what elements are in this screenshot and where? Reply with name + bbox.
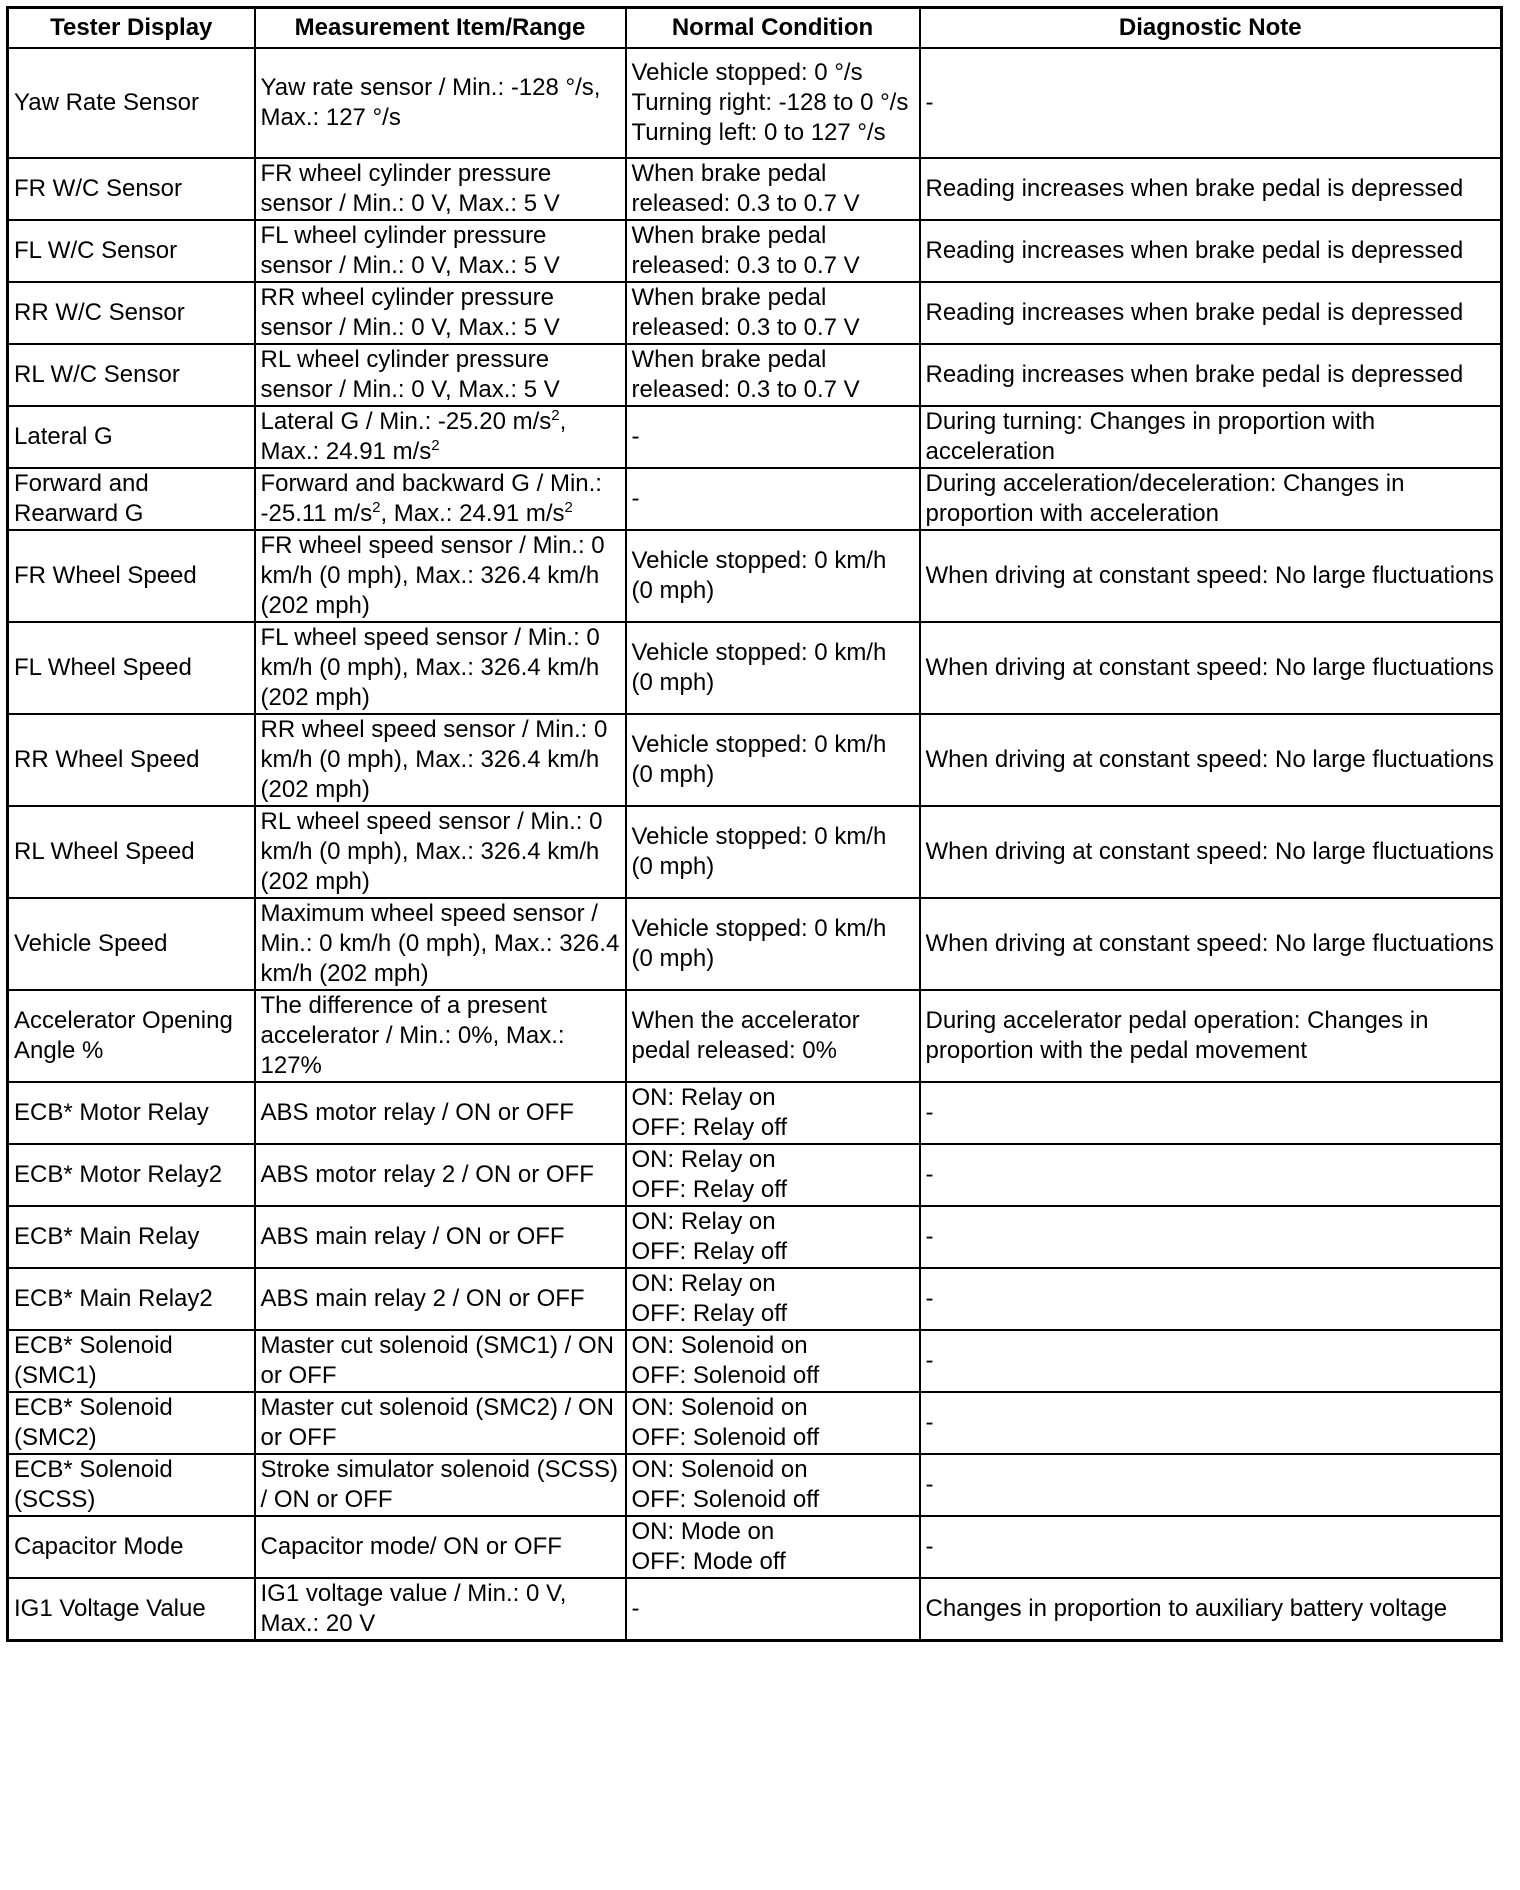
cell-text: Reading increases when brake pedal is depressed (925, 360, 1464, 388)
cell-text: ECB* Solenoid (SMC1) (14, 1331, 173, 1389)
measurement-item-cell (255, 406, 626, 468)
table-row (8, 1516, 1502, 1578)
cell-text: FR Wheel Speed (14, 561, 197, 589)
table-row (8, 714, 1502, 806)
cell-text: ON: Relay on OFF: Relay off (631, 1207, 788, 1265)
diagnostic-note-cell (920, 468, 1502, 530)
cell-text: ON: Solenoid on OFF: Solenoid off (631, 1331, 820, 1389)
diagnostic-note-cell (920, 48, 1502, 158)
cell-text: - (631, 422, 640, 450)
cell-text: RR W/C Sensor (14, 298, 185, 326)
measurement-item-cell (255, 898, 626, 990)
diagnostic-note-cell (920, 530, 1502, 622)
diagnostic-note-cell (920, 406, 1502, 468)
tester-display-cell (8, 806, 255, 898)
cell-text: Master cut solenoid (SMC1) / ON or OFF (260, 1331, 614, 1389)
tester-display-cell (8, 1454, 255, 1516)
header-diagnostic-note: Diagnostic Note (920, 8, 1502, 48)
cell-text: - (925, 88, 934, 116)
measurement-item-cell (255, 1330, 626, 1392)
cell-text: ON: Solenoid on OFF: Solenoid off (631, 1393, 820, 1451)
cell-text: ON: Mode on OFF: Mode off (631, 1517, 786, 1575)
table-row (8, 344, 1502, 406)
cell-text: Vehicle stopped: 0 km/h (0 mph) (631, 638, 887, 696)
measurement-item-cell (255, 468, 626, 530)
measurement-item-cell (255, 622, 626, 714)
cell-text: ABS motor relay / ON or OFF (260, 1098, 574, 1126)
table-row (8, 1206, 1502, 1268)
measurement-item-cell (255, 1454, 626, 1516)
cell-text: - (925, 1346, 934, 1374)
table-row (8, 530, 1502, 622)
cell-text: ABS main relay 2 / ON or OFF (260, 1284, 585, 1312)
diagnostic-note-cell (920, 1330, 1502, 1392)
cell-text: - (925, 1160, 934, 1188)
tester-display-cell (8, 990, 255, 1082)
table-row (8, 1392, 1502, 1454)
cell-text: RL wheel speed sensor / Min.: 0 km/h (0 mph), Max.: 326.4 km/h (202 mph) (260, 807, 603, 895)
cell-text: Yaw rate sensor / Min.: -128 °/s, Max.: 127 °/s (260, 73, 601, 131)
cell-text: FR wheel cylinder pressure sensor / Min.: 0 V, Max.: 5 V (260, 159, 560, 217)
normal-condition-cell (626, 714, 920, 806)
cell-text: ABS main relay / ON or OFF (260, 1222, 565, 1250)
cell-text: When driving at constant speed: No large fluctuations (925, 745, 1494, 773)
diagnostic-note-cell (920, 622, 1502, 714)
diagnostic-note-cell (920, 1578, 1502, 1641)
measurement-item-cell (255, 990, 626, 1082)
tester-display-cell (8, 530, 255, 622)
cell-text: Vehicle stopped: 0 km/h (0 mph) (631, 914, 887, 972)
cell-text: ABS motor relay 2 / ON or OFF (260, 1160, 594, 1188)
cell-text: - (925, 1284, 934, 1312)
table-row (8, 1082, 1502, 1144)
table-row (8, 1454, 1502, 1516)
cell-text: RR wheel cylinder pressure sensor / Min.: 0 V, Max.: 5 V (260, 283, 560, 341)
normal-condition-cell (626, 806, 920, 898)
cell-text: RL wheel cylinder pressure sensor / Min.: 0 V, Max.: 5 V (260, 345, 560, 403)
cell-text: - (925, 1408, 934, 1436)
cell-text: ON: Solenoid on OFF: Solenoid off (631, 1455, 820, 1513)
cell-text: Reading increases when brake pedal is depressed (925, 174, 1464, 202)
normal-condition-cell (626, 1268, 920, 1330)
cell-text: IG1 Voltage Value (14, 1594, 206, 1622)
cell-text: Reading increases when brake pedal is depressed (925, 236, 1464, 264)
cell-text: - (925, 1470, 934, 1498)
table-row (8, 990, 1502, 1082)
diagnostic-note-cell (920, 1206, 1502, 1268)
measurement-item-cell (255, 220, 626, 282)
cell-text: Capacitor mode/ ON or OFF (260, 1532, 562, 1560)
normal-condition-cell (626, 1516, 920, 1578)
diagnostic-note-cell (920, 1516, 1502, 1578)
cell-text: RL Wheel Speed (14, 837, 195, 865)
cell-text: FL wheel speed sensor / Min.: 0 km/h (0 mph), Max.: 326.4 km/h (202 mph) (260, 623, 600, 711)
measurement-item-cell (255, 1268, 626, 1330)
cell-text: FL Wheel Speed (14, 653, 192, 681)
diagnostic-data-list (6, 6, 1500, 1642)
table-row (8, 1578, 1502, 1641)
cell-text: ECB* Solenoid (SCSS) (14, 1455, 173, 1513)
cell-text: - (925, 1222, 934, 1250)
tester-display-cell (8, 898, 255, 990)
cell-text: Vehicle Speed (14, 929, 168, 957)
measurement-item-cell (255, 158, 626, 220)
cell-text: When driving at constant speed: No large fluctuations (925, 837, 1494, 865)
table-row (8, 806, 1502, 898)
cell-text: FR wheel speed sensor / Min.: 0 km/h (0 mph), Max.: 326.4 km/h (202 mph) (260, 531, 605, 619)
cell-text: FL wheel cylinder pressure sensor / Min.: 0 V, Max.: 5 V (260, 221, 560, 279)
cell-text: Maximum wheel speed sensor / Min.: 0 km/h (0 mph), Max.: 326.4 km/h (202 mph) (260, 899, 620, 987)
header-tester-display: Tester Display (8, 8, 255, 48)
measurement-item-cell (255, 344, 626, 406)
tester-display-cell (8, 714, 255, 806)
cell-text: When brake pedal released: 0.3 to 0.7 V (631, 221, 860, 279)
normal-condition-cell (626, 1206, 920, 1268)
normal-condition-cell (626, 406, 920, 468)
table-row (8, 622, 1502, 714)
normal-condition-cell (626, 1144, 920, 1206)
cell-text: Master cut solenoid (SMC2) / ON or OFF (260, 1393, 614, 1451)
normal-condition-cell (626, 1392, 920, 1454)
table-row (8, 48, 1502, 158)
normal-condition-cell (626, 468, 920, 530)
cell-text: Forward and backward G / Min.: -25.11 $m/s^2$, Max.: 24.91 $m/s^2$ (260, 469, 602, 527)
cell-text: When brake pedal released: 0.3 to 0.7 V (631, 283, 860, 341)
cell-text: FR W/C Sensor (14, 174, 183, 202)
table-row (8, 282, 1502, 344)
cell-text: Vehicle stopped: 0 km/h (0 mph) (631, 546, 887, 604)
cell-text: ON: Relay on OFF: Relay off (631, 1083, 788, 1141)
cell-text: - (925, 1532, 934, 1560)
tester-display-cell (8, 1268, 255, 1330)
table-row (8, 1330, 1502, 1392)
tester-display-cell (8, 468, 255, 530)
tester-display-cell (8, 220, 255, 282)
diagnostic-note-cell (920, 990, 1502, 1082)
measurement-item-cell (255, 1144, 626, 1206)
diagnostic-note-cell (920, 1082, 1502, 1144)
tester-display-cell (8, 1578, 255, 1641)
normal-condition-cell (626, 48, 920, 158)
tester-display-cell (8, 1144, 255, 1206)
cell-text: The difference of a present accelerator / Min.: 0%, Max.: 127% (260, 991, 565, 1079)
measurement-item-cell (255, 1082, 626, 1144)
cell-text: During accelerator pedal operation: Changes in proportion with the pedal movement (925, 1006, 1429, 1064)
table-row (8, 158, 1502, 220)
normal-condition-cell (626, 622, 920, 714)
cell-text: - (631, 1594, 640, 1622)
cell-text: During acceleration/deceleration: Changes in proportion with acceleration (925, 469, 1405, 527)
measurement-item-cell (255, 714, 626, 806)
diagnostic-note-cell (920, 282, 1502, 344)
normal-condition-cell (626, 1578, 920, 1641)
cell-text: Accelerator Opening Angle % (14, 1006, 233, 1064)
cell-text: Changes in proportion to auxiliary battery voltage (925, 1594, 1448, 1622)
table-row (8, 406, 1502, 468)
measurement-item-cell (255, 1578, 626, 1641)
diagnostic-table (6, 6, 1503, 1642)
tester-display-cell (8, 1516, 255, 1578)
diagnostic-note-cell (920, 1268, 1502, 1330)
cell-text: Vehicle stopped: 0 km/h (0 mph) (631, 730, 887, 788)
cell-text: When the accelerator pedal released: 0% (631, 1006, 860, 1064)
measurement-item-cell (255, 1392, 626, 1454)
tester-display-cell (8, 1206, 255, 1268)
cell-text: Stroke simulator solenoid (SCSS) / ON or OFF (260, 1455, 618, 1513)
cell-text: When brake pedal released: 0.3 to 0.7 V (631, 159, 860, 217)
cell-text: Lateral G / Min.: -25.20 $m/s^2$, Max.: 24.91 $m/s^2$ (260, 406, 567, 465)
cell-text: ON: Relay on OFF: Relay off (631, 1145, 788, 1203)
table-row (8, 220, 1502, 282)
normal-condition-cell (626, 282, 920, 344)
table-header-row (8, 8, 1502, 48)
cell-text: Reading increases when brake pedal is depressed (925, 298, 1464, 326)
cell-text: RR Wheel Speed (14, 745, 200, 773)
diagnostic-note-cell (920, 158, 1502, 220)
tester-display-cell (8, 48, 255, 158)
cell-text: ECB* Motor Relay (14, 1098, 209, 1126)
measurement-item-cell (255, 1206, 626, 1268)
diagnostic-note-cell (920, 898, 1502, 990)
tester-display-cell (8, 344, 255, 406)
cell-text: RL W/C Sensor (14, 360, 180, 388)
cell-text: When brake pedal released: 0.3 to 0.7 V (631, 345, 860, 403)
measurement-item-cell (255, 806, 626, 898)
normal-condition-cell (626, 990, 920, 1082)
measurement-item-cell (255, 1516, 626, 1578)
cell-text: IG1 voltage value / Min.: 0 V, Max.: 20 V (260, 1579, 567, 1637)
cell-text: Yaw Rate Sensor (14, 88, 199, 116)
measurement-item-cell (255, 282, 626, 344)
tester-display-cell (8, 158, 255, 220)
table-row (8, 898, 1502, 990)
normal-condition-cell (626, 1330, 920, 1392)
cell-text: Vehicle stopped: 0 °/s Turning right: -128 to 0 °/s Turning left: 0 to 127 °/s (631, 58, 909, 146)
cell-text: Capacitor Mode (14, 1532, 184, 1560)
tester-display-cell (8, 282, 255, 344)
tester-display-cell (8, 1082, 255, 1144)
cell-text: When driving at constant speed: No large fluctuations (925, 561, 1494, 589)
tester-display-cell (8, 622, 255, 714)
cell-text: Lateral G (14, 422, 113, 450)
diagnostic-note-cell (920, 344, 1502, 406)
header-normal-condition: Normal Condition (626, 8, 920, 48)
cell-text: ECB* Motor Relay2 (14, 1160, 223, 1188)
diagnostic-note-cell (920, 806, 1502, 898)
diagnostic-note-cell (920, 714, 1502, 806)
normal-condition-cell (626, 220, 920, 282)
measurement-item-cell (255, 530, 626, 622)
cell-text: RR wheel speed sensor / Min.: 0 km/h (0 mph), Max.: 326.4 km/h (202 mph) (260, 715, 608, 803)
measurement-item-cell (255, 48, 626, 158)
cell-text: FL W/C Sensor (14, 236, 178, 264)
cell-text: ECB* Solenoid (SMC2) (14, 1393, 173, 1451)
diagnostic-note-cell (920, 1454, 1502, 1516)
diagnostic-note-cell (920, 1392, 1502, 1454)
normal-condition-cell (626, 344, 920, 406)
table-row (8, 468, 1502, 530)
header-measurement-item-range: Measurement Item/Range (255, 8, 626, 48)
tester-display-cell (8, 1392, 255, 1454)
cell-text: Forward and Rearward G (14, 469, 149, 527)
table-row (8, 1268, 1502, 1330)
normal-condition-cell (626, 158, 920, 220)
cell-text: During turning: Changes in proportion with acceleration (925, 407, 1376, 465)
cell-text: - (925, 1098, 934, 1126)
cell-text: ON: Relay on OFF: Relay off (631, 1269, 788, 1327)
cell-text: Vehicle stopped: 0 km/h (0 mph) (631, 822, 887, 880)
cell-text: - (631, 484, 640, 512)
cell-text: When driving at constant speed: No large fluctuations (925, 929, 1494, 957)
tester-display-cell (8, 1330, 255, 1392)
diagnostic-note-cell (920, 220, 1502, 282)
normal-condition-cell (626, 530, 920, 622)
tester-display-cell (8, 406, 255, 468)
cell-text: When driving at constant speed: No large fluctuations (925, 653, 1494, 681)
normal-condition-cell (626, 898, 920, 990)
cell-text: ECB* Main Relay (14, 1222, 200, 1250)
normal-condition-cell (626, 1082, 920, 1144)
cell-text: ECB* Main Relay2 (14, 1284, 213, 1312)
table-row (8, 1144, 1502, 1206)
normal-condition-cell (626, 1454, 920, 1516)
diagnostic-note-cell (920, 1144, 1502, 1206)
